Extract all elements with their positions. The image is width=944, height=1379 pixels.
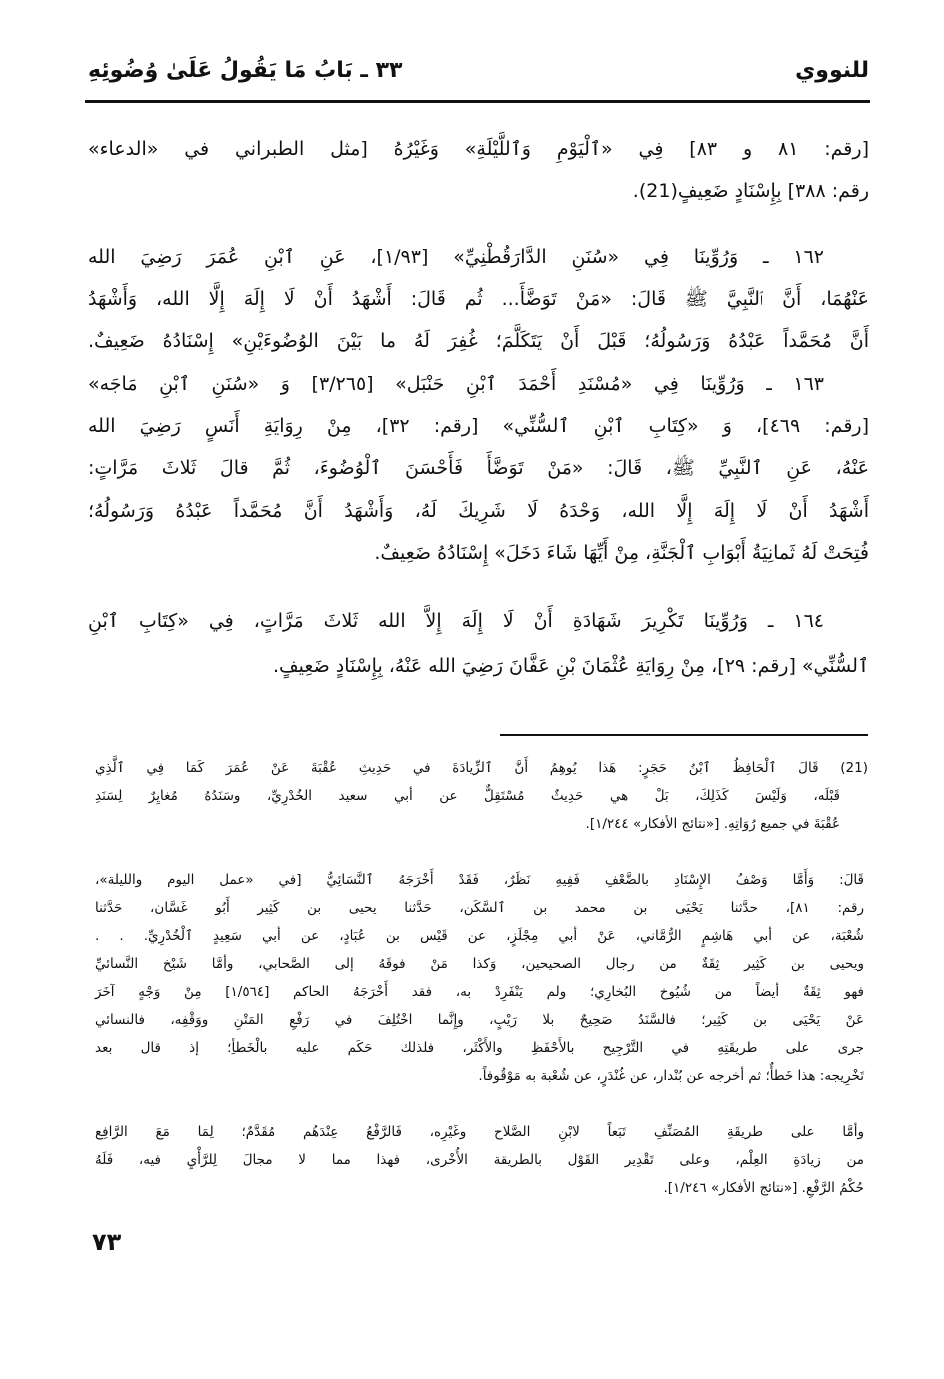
header-rule [85,100,870,103]
running-header-chapter-title: ٣٣ ـ بَابُ مَا يَقُولُ عَلَىٰ وُضُوئِهِ [88,58,403,83]
text-line: ١٦٤ ـ وَرُوِّينَا تَكْرِيرَ شَهَادَةِ أَنْ لَا إِلَهَ إِلاَّ الله ثَلاثَ مَرَّاتٍ، فِي «كِتَابِ ٱبْنِ [88,610,824,632]
text-line: ١٦٢ ـ وَرُوِّينَا فِي «سُنَنِ الدَّارَقُطْنِيِّ» [١/٩٣]، عَنِ ٱبْنِ عُمَرَ رَضِيَ الله [88,246,825,268]
text-line: رقم: ٣٨٨] بِإِسْنَادٍ ضَعِيفٍ(21). [632,180,869,202]
text-line: [رقم: ٤٦٩]، وَ «كِتَابِ ٱبْنِ ٱلسُّنِّي» [رقم: ٣٢]، مِنْ رِوَايَةِ أَنَسٍ رَضِيَ الله [88,415,870,437]
footnote-line: تَخْرِيجه: هذا خَطأٌ؛ ثم أخرجه عن بُنْدار، عن غُنْدَرٍ، عن شُعْبة به مَوْقُوفاً. [478,1068,864,1084]
footnote-line: وأمَّا على طريقَةِ المُصَنِّفِ تَبَعاً لابْنِ الصَّلاح وغَيْرِه، فَالرَّفْعُ عِنْدَهُم مُقَدَّمٌ؛ لِمَا مَعَ الرَّافِع [95,1124,864,1140]
footnote-line: فهو ثِقَةٌ أيضاً من شُيُوخ البُخارِي؛ ولم يَنْفَرِدْ به، فقد أَخْرَجَهُ الحاكم [١/٥٦٤] مِنْ وَجْهٍ آخَرَ [95,984,864,1000]
running-header-author: للنووي [795,58,869,83]
text-line: أَنَّ مُحَمَّداً عَبْدُهُ وَرَسُولُهُ؛ قَبْلَ أَنْ يَتَكَلَّمَ؛ غُفِرَ لَهُ ما بَيْنَ الوُضُوءَيْنِ» إِسْنَادُهُ ضَعِيفٌ. [88,330,869,352]
footnote-line: جرى على طريقَتِهِ في التَّرْجِيح بالأَحْفَظِ والأَكْثَر، فلذلك حَكَم عليه بالْخَطأِ؛ إذ قال بعد [95,1040,864,1056]
footnote-line: حُكْمُ الرَّفْعِ. [«نتائج الأفكار» ١/٢٤٦]. [663,1180,864,1196]
text-line: [رقم: ٨١ و ٨٣] فِي «ٱلْيَوْمِ وَٱللَّيْلَةِ» وَغَيْرُهُ [مثل الطبراني في «الدعاء» [88,138,869,160]
text-line: أَشْهَدُ أَنْ لَا إِلَهَ إِلَّا الله، وَحْدَهُ لَا شَرِيكَ لَهُ، وَأَشْهَدُ أَنَّ مُحَمَّداً عَبْدُهُ وَرَسُولُهُ؛ [88,500,869,522]
footnote-line: من زيادَةِ العِلْم، وعلى تَقْدِير القَوْل بالطريقة الأُخْرى، فهذا مما لا مجالَ لِلرَّأْيِ فيه، فَلَهُ [95,1152,864,1168]
footnote-separator [500,734,868,736]
footnote-line: عَنْ يَحْيَى بن كَثِير؛ فالسَّنَدُ صَحِيحٌ بلا رَيْبٍ، وإِنَّما اخْتُلِفَ في رَفْعِ المَتْنِ ووَقْفِه، فالنسائي [95,1012,864,1028]
text-line: فُتِحَتْ لَهُ ثَمانِيَةُ أَبْوَابِ ٱلْجَنَّةِ، مِنْ أَيِّهَا شَاءَ دَخَلَ» إِسْنَادُهُ ضَعِيفٌ. [374,542,869,564]
footnote-line: ويحيى بن كَثِير ثِقَةٌ من رجال الصحيحين، وَكذا مَنْ فوقَهُ إلى الصَّحابي، وأمَّا شَيْخ النَّسائيِّ [95,956,864,972]
text-line: عَنْهُمَا، أَنَّ ٱلنَّبِيَّ ﷺ قَالَ: «مَنْ تَوَضَّأَ... ثُم قَالَ: أَشْهَدُ أَنْ لَا إِلَهَ إِلَّا الله، وَأَشْهَدُ [88,288,869,310]
footnote-line: رقم: ٨١]، حدَّثنا يَحْيَى بن محمد بن ٱلسَّكَن، حَدَّثنا يحيى بن كَثِير أَبُو غَسَّان، حَدَّثنا [95,900,864,916]
page-number: ٧٣ [92,1228,122,1256]
footnote-line: قَالَ: وَأَمَّا وَصْفُ الإِسْنَادِ بالضَّعْفِ فَفِيهِ نَظَرٌ، فَقَدْ أَخْرَجَهُ ٱلنَّسَائِيُّ [في «عمل اليوم والليلة»، [95,872,864,888]
footnote-line: قَبْلَه، وَلَيْسَ كَذَلِكَ، بَلْ هي حَدِيثٌ مُسْتَقِلٌّ عن أبي سعيد الخُدْرِيِّ، وسَنَدُهُ مُغايِرٌ لِسَنَدِ [95,788,840,804]
text-line: ١٦٣ ـ وَرُوِّينَا فِي «مُسْنَدِ أَحْمَدَ ٱبْنِ حَنْبَل» [٣/٢٦٥] وَ «سُنَنِ ٱبْنِ مَاجَه» [88,373,824,395]
text-line: عَنْهُ، عَنِ ٱلنَّبِيِّ ﷺ، قَالَ: «مَنْ تَوَضَّأَ فَأَحْسَنَ ٱلْوُضُوءَ، ثُمَّ قالَ ثَلاثَ مَرَّاتٍ: [88,457,869,479]
footnote-line: شُعْبَة، عن أبي هَاشِمٍ الرُّمَّاني، عَنْ أبي مِجْلَزٍ، عن قَيْس بن عُبَادٍ، عن أبي سَعِيدٍ ٱلْخُدْرِيِّ. . . [95,928,864,944]
text-line: ٱلسُّنِّي» [رقم: ٢٩]، مِنْ رِوَايَةِ عُثْمَانَ بْنِ عَفَّانَ رَضِيَ الله عَنْهُ، بِإِسْنَادٍ ضَعِيفٍ. [272,655,869,677]
footnote-line: عُقْبَةَ في جميع رُوَاتِهِ. [«نتائج الأفكار» ١/٢٤٤]. [585,816,840,832]
footnote-line: (21) قَالَ ٱلْحَافِظُ ٱبْنُ حَجَرٍ: هَذا يُوهِمُ أَنَّ ٱلزِّيادَةَ في حَدِيثِ عُقْبَةَ عَنْ عُمَرَ كَمَا فِي ٱلَّذِي [95,760,868,776]
